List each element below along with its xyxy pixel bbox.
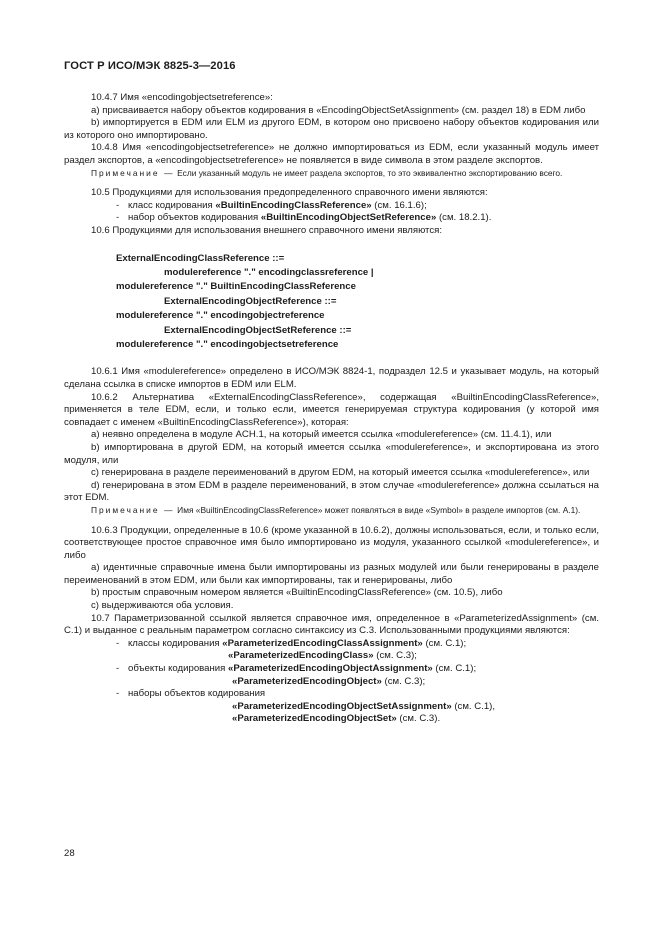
list-item-continuation: «ParameterizedEncodingObjectSet» (см. С.3). [232,713,441,725]
list-item: - объекты кодирования «ParameterizedEncodingObjectAssignment» (см. С.1); [116,663,477,675]
note-label: Примечание [91,504,160,515]
grammar-line: modulereference "." BuiltinEncodingClassReference [116,281,356,293]
paragraph-10-4-7-b: b) импортируется в EDM или ELM из другого EDM, в котором оно присвоено набору объектов кодирования или из которого оно импортировано. [64,117,599,141]
paragraph-10-6-2: 10.6.2 Альтернатива «ExternalEncodingClassReference», содержащая «BuiltinEncodingClassReference», применяется в теле EDM, если, и только если, имеется генерируемая структура кодирования (у которой имя совпадает с именем «BuiltinEncodingClassReference»), которая: [64,391,599,428]
paragraph-10-6-3-c: c) выдерживаются оба условия. [91,600,234,612]
grammar-line: ExternalEncodingClassReference ::= [116,252,285,264]
list-item: - наборы объектов кодирования [116,688,266,700]
note-text: Имя «BuiltinEncodingClassReference» может появляться в виде «Symbol» в разделе импортов (см. A.1). [177,504,581,515]
grammar-line: modulereference "." encodingclassreference | [164,266,374,278]
paragraph-10-6-1: 10.6.1 Имя «modulereference» определено в ИСО/МЭК 8824-1, подраздел 12.5 и указывает модуль, на который сделана ссылка в списке импортов в EDM или ELM. [64,366,599,390]
paragraph-10-6-3-a: а) идентичные справочные имена были импортированы из разных модулей или были генерированы в разделе переименований в этом EDM, или были как импортированы, так и генерированы, либо [64,562,599,586]
note-1 [64,168,599,180]
paragraph-10-6: 10.6 Продукциями для использования внешнего справочного имени являются: [91,224,443,236]
grammar-line: ExternalEncodingObjectSetReference ::= [164,324,352,336]
list-item: - класс кодирования «BuiltinEncodingClassReference» (см. 16.1.6); [116,199,427,211]
list-item-continuation: «ParameterizedEncodingObjectSetAssignment» (см. С.1), [232,700,496,712]
paragraph-10-5: 10.5 Продукциями для использования предопределенного справочного имени являются: [91,187,488,199]
page-number: 28 [64,848,75,859]
paragraph-10-6-3-b: b) простым справочным номером является «BuiltinEncodingClassReference» (см. 10.5), либо [91,587,503,599]
paragraph-10-6-3: 10.6.3 Продукции, определенные в 10.6 (кроме указанной в 10.6.2), должны использоваться, если, и только если, соответствующее простое справочное имя было импортировано из модуля, указанного ссылкой «modulereference», и либо [64,524,599,561]
paragraph-10-7: 10.7 Параметризованной ссылкой является справочное имя, определенное в «ParameterizedAssignment» (см. С.1) и выданное с реальным параметром согласно синтаксису из С.3. Использованными продукциями являются: [64,612,599,637]
grammar-line: modulereference "." encodingobjectsetreference [116,338,339,350]
note-separator: — [164,504,173,515]
paragraph-10-6-2-c: c) генерирована в разделе переименований в другом EDM, на который имеется ссылка «modulereference», или [91,467,590,479]
grammar-line: ExternalEncodingObjectReference ::= [164,295,337,307]
list-item: - набор объектов кодирования «BuiltinEncodingObjectSetReference» (см. 18.2.1). [116,212,492,224]
list-item-continuation: «ParameterizedEncodingClass» (см. С.3); [228,650,417,662]
grammar-line: modulereference "." encodingobjectreference [116,310,325,322]
page-content [64,92,599,726]
paragraph-10-4-7-a: а) присваивается набору объектов кодирования в «EncodingObjectSetAssignment» (см. раздел 18) в EDM либо [91,104,586,116]
grammar-block [64,252,599,353]
paragraph-10-4-7-title: 10.4.7 Имя «encodingobjectsetreference»: [91,92,273,103]
note-separator: — [164,167,173,178]
note-2 [64,505,599,517]
list-item: - классы кодирования «ParameterizedEncodingClassAssignment» (см. С.1); [116,637,467,649]
paragraph-10-6-2-b: b) импортирована в другой EDM, на который имеется ссылка «modulereference», и экспортирована из этого модуля, или [64,441,599,466]
document-header: ГОСТ Р ИСО/МЭК 8825-3—2016 [64,60,236,72]
list-item-continuation: «ParameterizedEncodingObject» (см. С.3); [232,675,426,687]
paragraph-10-6-2-d: d) генерирована в этом EDM в разделе переименований, в этом случае «modulereference» должна ссылаться на этот EDM. [64,479,599,504]
paragraph-10-4-8: 10.4.8 Имя «encodingobjectsetreference» не должно импортироваться из EDM, если указанный модуль имеет раздел экспортов, а «encodingobjectsetreference» не появляется в виде символа в этом разделе экспортов. [64,142,599,166]
note-label: Примечание [91,167,160,178]
paragraph-10-6-2-a: а) неявно определена в модуле ACH.1, на который имеется ссылка «modulereference» (см. 11.4.1), или [91,429,552,441]
note-text: Если указанный модуль не имеет раздела экспортов, то это эквивалентно экспортированию всего. [177,167,563,178]
